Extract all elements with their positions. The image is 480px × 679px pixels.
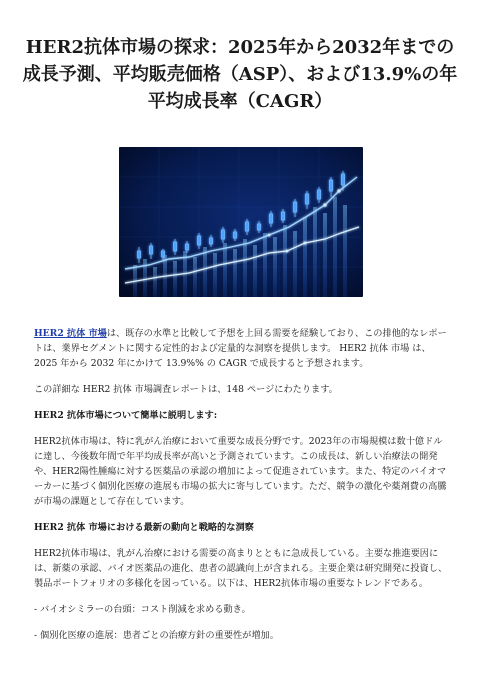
trend-bullet: - バイオシミラーの台頭：コスト削減を求める動き。 bbox=[34, 603, 251, 615]
trend-bullet: - 個別化医療の進展：患者ごとの治療方針の重要性が増加。 bbox=[34, 629, 279, 641]
report-length-paragraph: この詳細な HER2 抗体 市場調査レポートは、148 ページにわたります。 bbox=[34, 384, 338, 396]
section1-body: HER2抗体市場は、特に乳がん治療において重要な成長分野です。2023年の市場規模は数十億ドルに達し、今後数年間で年平均成長率が高いと予測されています。この成長は、新しい治療法の開発や、HER2陽性腫瘍に対する医薬品の承認の増加によって促進されています。また、特定のバイオマーカーに基づく個別化医療の進展も市場の拡大に寄与しています。ただ、競争の激化や薬剤費の高騰が市場の課題として存在しています。 bbox=[34, 435, 447, 508]
section1-heading: HER2 抗体市場について簡単に説明します: bbox=[34, 409, 218, 421]
section2-heading: HER2 抗体 市場における最新の動向と戦略的な洞察 bbox=[34, 522, 254, 534]
intro-text: は、既存の水準と比較して予想を上回る需要を経験しており、この排他的なレポートは、業界セグメントに関する定性的および定量的な洞察を提供します。 HER2 抗体 市場 は、2025 年から 2032 年にかけて 13.9%% の CAGR で成長すると予想されます。 bbox=[34, 328, 447, 370]
market-link[interactable]: HER2 抗体 市場 bbox=[34, 328, 107, 339]
stock-chart-illustration bbox=[119, 147, 363, 297]
article-body bbox=[34, 326, 448, 653]
article-title: HER2抗体市場の探求：2025年から2032年までの成長予測、平均販売価格（ASP）、および13.9%の年平均成長率（CAGR） bbox=[22, 37, 458, 112]
intro-paragraph bbox=[34, 326, 448, 372]
hero-image bbox=[119, 147, 363, 297]
section2-body: HER2抗体市場は、乳がん治療における需要の高まりとともに急成長している。主要な推進要因には、新薬の承認、バイオ医薬品の進化、患者の認識向上が含まれる。主要企業は研究開発に投資し、製品ポートフォリオの多様化を図っている。以下は、HER2抗体市場の重要なトレンドである。 bbox=[34, 547, 448, 590]
